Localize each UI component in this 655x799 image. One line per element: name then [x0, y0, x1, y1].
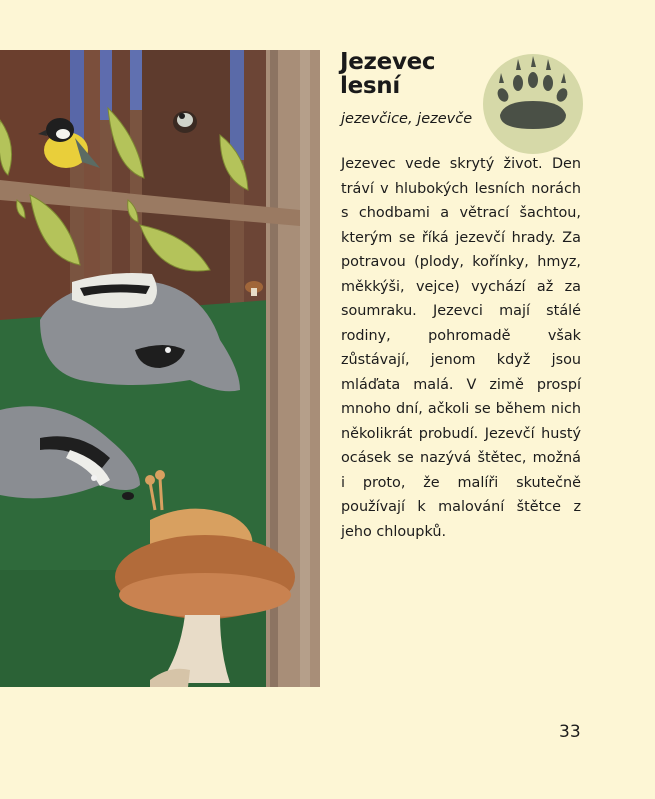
article-body-text: Jezevec vede skrytý život. Den tráví v hlubokých lesních norách s chodbami a větrací šachtou, kterým se říká jezevčí hrady. Za potravou (plody, kořínky, hmyz, měkkýši, vejce) vychází až za soumraku. Jezevci mají stálé rodiny, pohromadě však zůstávají, jenom když jsou mláďata malá. V zimě prospí mnoho dní, ačkoli se během nich několikrát probudí. Jezevčí hustý ocásek se nazývá štětec, možná i proto, že malíři skutečně používají k malování štětce z jeho chloupků. — [341, 156, 581, 540]
badger-illustration — [0, 50, 320, 687]
page-title — [340, 50, 435, 98]
badger-paw-print-icon — [482, 53, 584, 155]
page-number: 33 — [559, 722, 581, 742]
title-line-2: lesní — [340, 73, 400, 99]
page-subtitle: jezevčice, jezevče — [341, 111, 473, 127]
title-line-1: Jezevec — [340, 49, 436, 75]
